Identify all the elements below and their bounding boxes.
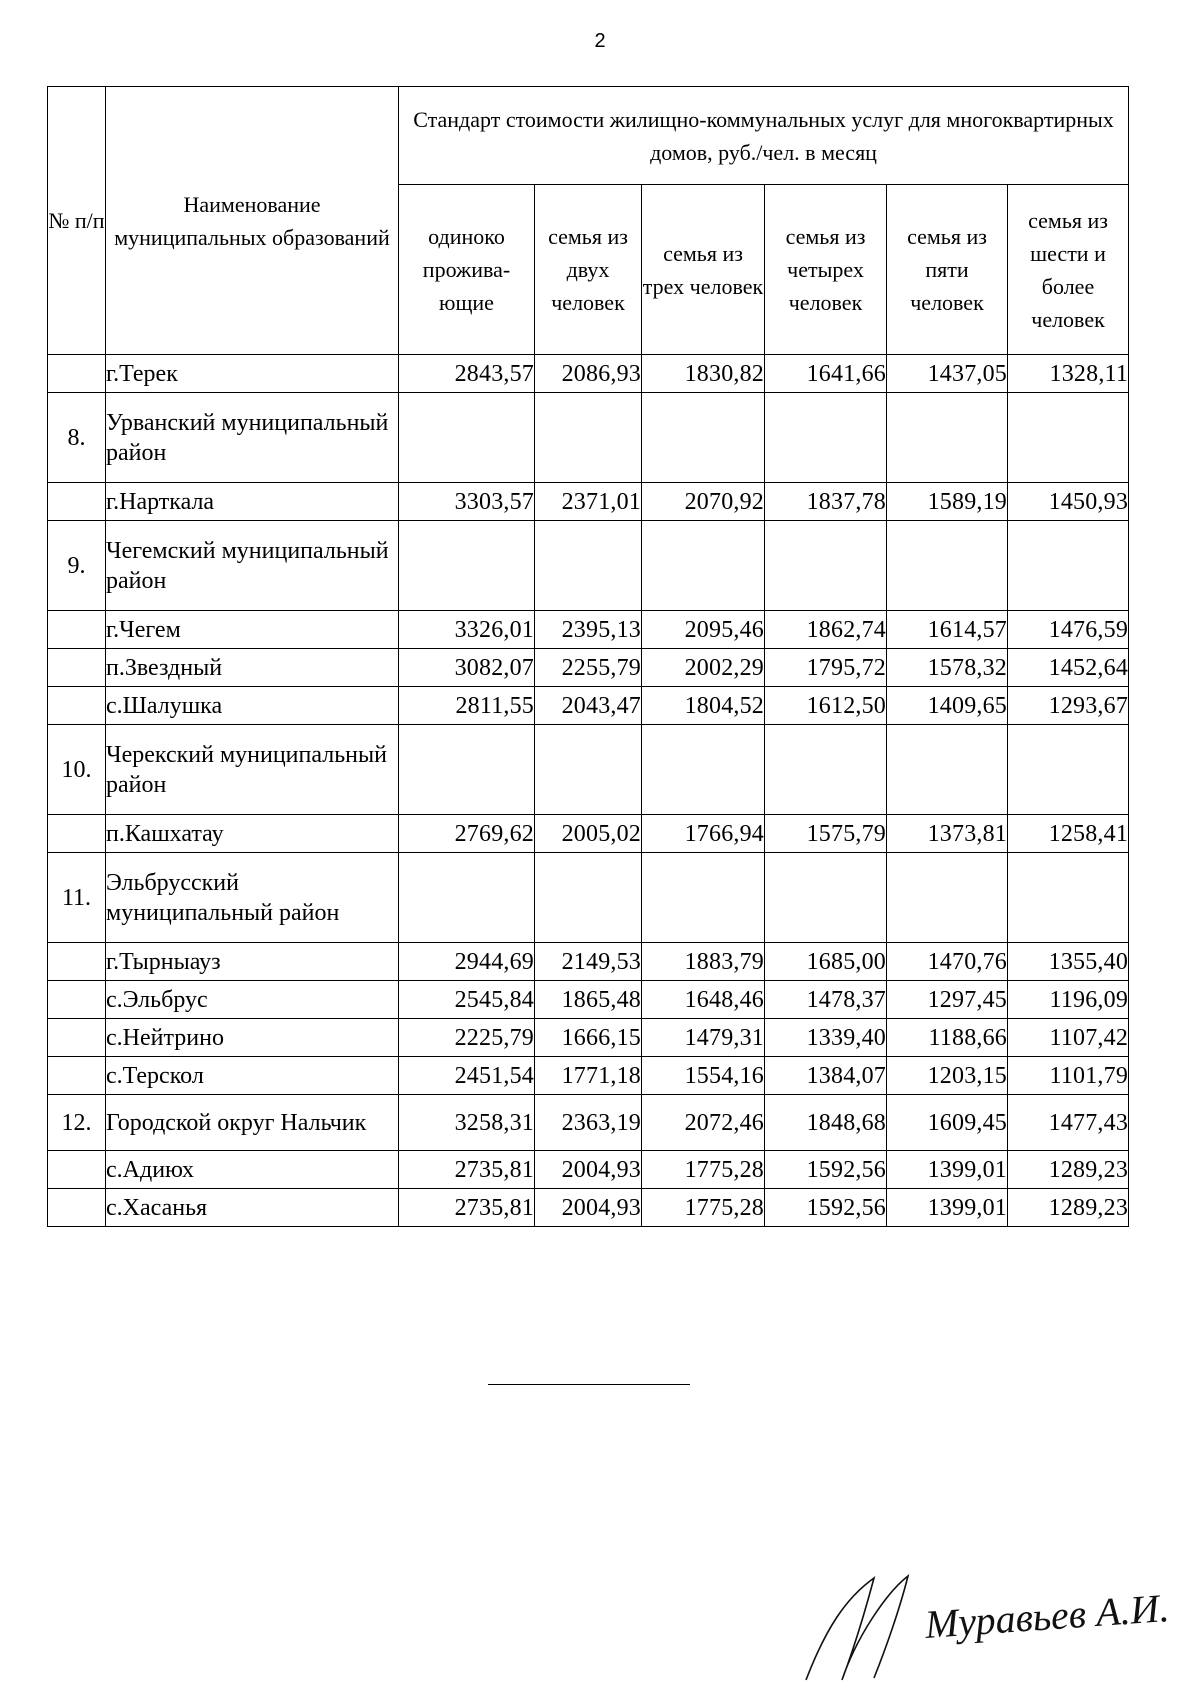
row-number: 12. — [48, 1095, 106, 1151]
municipality-name: с.Терскол — [106, 1057, 399, 1095]
header-family-5: семья из пяти человек — [887, 185, 1008, 355]
municipality-name: с.Хасанья — [106, 1189, 399, 1227]
value-cell: 1666,15 — [535, 1019, 642, 1057]
group-row — [48, 1095, 1129, 1151]
row-number — [48, 649, 106, 687]
value-cell: 1297,45 — [887, 981, 1008, 1019]
value-cell: 2072,46 — [642, 1095, 765, 1151]
value-cell: 1477,43 — [1008, 1095, 1129, 1151]
municipality-name: г.Тырныауз — [106, 943, 399, 981]
value-cell — [887, 853, 1008, 943]
value-cell: 1258,41 — [1008, 815, 1129, 853]
municipality-name: с.Нейтрино — [106, 1019, 399, 1057]
value-cell — [765, 725, 887, 815]
value-cell: 1373,81 — [887, 815, 1008, 853]
value-cell: 2371,01 — [535, 483, 642, 521]
value-cell: 1554,16 — [642, 1057, 765, 1095]
value-cell: 2769,62 — [399, 815, 535, 853]
tariff-table — [47, 86, 1129, 1227]
value-cell: 1865,48 — [535, 981, 642, 1019]
value-cell: 1775,28 — [642, 1189, 765, 1227]
row-number — [48, 1189, 106, 1227]
value-cell: 1648,46 — [642, 981, 765, 1019]
row-number: 11. — [48, 853, 106, 943]
value-cell: 2451,54 — [399, 1057, 535, 1095]
table-row — [48, 1189, 1129, 1227]
value-cell — [1008, 725, 1129, 815]
group-name: Черекский муниципальный район — [106, 725, 399, 815]
page-number: 2 — [594, 30, 606, 52]
value-cell: 1196,09 — [1008, 981, 1129, 1019]
value-cell: 2086,93 — [535, 355, 642, 393]
group-name: Городской округ Нальчик — [106, 1095, 399, 1151]
header-family-6plus: семья из шести и более человек — [1008, 185, 1129, 355]
value-cell — [399, 521, 535, 611]
value-cell: 1450,93 — [1008, 483, 1129, 521]
table-row — [48, 649, 1129, 687]
value-cell: 1614,57 — [887, 611, 1008, 649]
municipality-name: с.Шалушка — [106, 687, 399, 725]
value-cell: 1384,07 — [765, 1057, 887, 1095]
value-cell: 1437,05 — [887, 355, 1008, 393]
value-cell: 2944,69 — [399, 943, 535, 981]
value-cell: 1203,15 — [887, 1057, 1008, 1095]
group-name: Урванский муниципальный район — [106, 393, 399, 483]
value-cell — [535, 521, 642, 611]
value-cell: 1771,18 — [535, 1057, 642, 1095]
value-cell — [887, 725, 1008, 815]
value-cell: 1289,23 — [1008, 1189, 1129, 1227]
value-cell: 1795,72 — [765, 649, 887, 687]
row-number — [48, 943, 106, 981]
header-municipality: Наименование муниципальных образований — [106, 87, 399, 355]
municipality-name: п.Кашхатау — [106, 815, 399, 853]
value-cell — [887, 393, 1008, 483]
table-row — [48, 1151, 1129, 1189]
municipality-name: с.Эльбрус — [106, 981, 399, 1019]
value-cell: 1399,01 — [887, 1189, 1008, 1227]
value-cell: 1339,40 — [765, 1019, 887, 1057]
row-number — [48, 1151, 106, 1189]
header-standard: Стандарт стоимости жилищно-коммунальных услуг для многоквартирных домов, руб./чел. в месяц — [399, 87, 1129, 185]
municipality-name: г.Чегем — [106, 611, 399, 649]
table-row — [48, 687, 1129, 725]
value-cell: 3082,07 — [399, 649, 535, 687]
value-cell — [1008, 521, 1129, 611]
value-cell — [765, 521, 887, 611]
row-number — [48, 611, 106, 649]
table-row — [48, 943, 1129, 981]
table-row — [48, 355, 1129, 393]
value-cell: 1804,52 — [642, 687, 765, 725]
row-number — [48, 1057, 106, 1095]
value-cell — [1008, 393, 1129, 483]
table-row — [48, 815, 1129, 853]
table-row — [48, 1019, 1129, 1057]
value-cell: 2735,81 — [399, 1151, 535, 1189]
value-cell: 1479,31 — [642, 1019, 765, 1057]
municipality-name: г.Нарткала — [106, 483, 399, 521]
value-cell: 2070,92 — [642, 483, 765, 521]
value-cell: 2002,29 — [642, 649, 765, 687]
header-single: одиноко прожива-ющие — [399, 185, 535, 355]
value-cell: 3303,57 — [399, 483, 535, 521]
value-cell: 1399,01 — [887, 1151, 1008, 1189]
value-cell: 3326,01 — [399, 611, 535, 649]
value-cell: 1775,28 — [642, 1151, 765, 1189]
value-cell: 1289,23 — [1008, 1151, 1129, 1189]
value-cell: 1862,74 — [765, 611, 887, 649]
value-cell: 2004,93 — [535, 1151, 642, 1189]
row-number — [48, 483, 106, 521]
group-name: Чегемский муниципальный район — [106, 521, 399, 611]
closing-rule — [488, 1384, 690, 1385]
row-number — [48, 355, 106, 393]
table-row — [48, 1057, 1129, 1095]
value-cell — [399, 393, 535, 483]
row-number — [48, 815, 106, 853]
value-cell: 1452,64 — [1008, 649, 1129, 687]
signature — [796, 1568, 1176, 1688]
value-cell: 1830,82 — [642, 355, 765, 393]
value-cell: 1883,79 — [642, 943, 765, 981]
value-cell: 2735,81 — [399, 1189, 535, 1227]
value-cell: 1592,56 — [765, 1151, 887, 1189]
value-cell: 1578,32 — [887, 649, 1008, 687]
value-cell: 1478,37 — [765, 981, 887, 1019]
table-row — [48, 611, 1129, 649]
value-cell: 2255,79 — [535, 649, 642, 687]
value-cell: 2043,47 — [535, 687, 642, 725]
value-cell: 2811,55 — [399, 687, 535, 725]
value-cell — [765, 393, 887, 483]
value-cell: 1470,76 — [887, 943, 1008, 981]
row-number — [48, 981, 106, 1019]
value-cell — [1008, 853, 1129, 943]
value-cell — [535, 725, 642, 815]
value-cell: 1685,00 — [765, 943, 887, 981]
value-cell: 2095,46 — [642, 611, 765, 649]
row-number: 9. — [48, 521, 106, 611]
value-cell — [535, 393, 642, 483]
municipality-name: г.Терек — [106, 355, 399, 393]
value-cell: 1328,11 — [1008, 355, 1129, 393]
value-cell: 1355,40 — [1008, 943, 1129, 981]
signature-text: Муравьев А.И. — [923, 1585, 1171, 1647]
value-cell: 1609,45 — [887, 1095, 1008, 1151]
value-cell: 1476,59 — [1008, 611, 1129, 649]
group-row — [48, 393, 1129, 483]
header-number: № п/п — [48, 87, 106, 355]
value-cell: 2363,19 — [535, 1095, 642, 1151]
value-cell: 2225,79 — [399, 1019, 535, 1057]
group-row — [48, 521, 1129, 611]
value-cell: 3258,31 — [399, 1095, 535, 1151]
value-cell: 2005,02 — [535, 815, 642, 853]
table-row — [48, 483, 1129, 521]
value-cell: 1575,79 — [765, 815, 887, 853]
group-row — [48, 853, 1129, 943]
group-row — [48, 725, 1129, 815]
value-cell — [535, 853, 642, 943]
row-number: 10. — [48, 725, 106, 815]
group-name: Эльбрусский муниципальный район — [106, 853, 399, 943]
value-cell: 1293,67 — [1008, 687, 1129, 725]
header-family-2: семья из двух человек — [535, 185, 642, 355]
value-cell — [399, 725, 535, 815]
value-cell: 1589,19 — [887, 483, 1008, 521]
value-cell: 2843,57 — [399, 355, 535, 393]
value-cell: 1101,79 — [1008, 1057, 1129, 1095]
value-cell: 1188,66 — [887, 1019, 1008, 1057]
value-cell: 1592,56 — [765, 1189, 887, 1227]
header-family-4: семья из четырех человек — [765, 185, 887, 355]
value-cell: 1641,66 — [765, 355, 887, 393]
value-cell: 1612,50 — [765, 687, 887, 725]
municipality-name: п.Звездный — [106, 649, 399, 687]
row-number — [48, 687, 106, 725]
row-number — [48, 1019, 106, 1057]
value-cell — [642, 393, 765, 483]
value-cell: 1766,94 — [642, 815, 765, 853]
value-cell: 1848,68 — [765, 1095, 887, 1151]
value-cell — [642, 521, 765, 611]
value-cell: 2395,13 — [535, 611, 642, 649]
value-cell: 1409,65 — [887, 687, 1008, 725]
value-cell — [765, 853, 887, 943]
value-cell: 1107,42 — [1008, 1019, 1129, 1057]
value-cell — [642, 853, 765, 943]
row-number: 8. — [48, 393, 106, 483]
header-family-3: семья из трех человек — [642, 185, 765, 355]
municipality-name: с.Адиюх — [106, 1151, 399, 1189]
value-cell: 2545,84 — [399, 981, 535, 1019]
value-cell: 2149,53 — [535, 943, 642, 981]
value-cell: 1837,78 — [765, 483, 887, 521]
value-cell: 2004,93 — [535, 1189, 642, 1227]
value-cell — [399, 853, 535, 943]
table-row — [48, 981, 1129, 1019]
table-body — [48, 355, 1129, 1227]
value-cell — [642, 725, 765, 815]
value-cell — [887, 521, 1008, 611]
